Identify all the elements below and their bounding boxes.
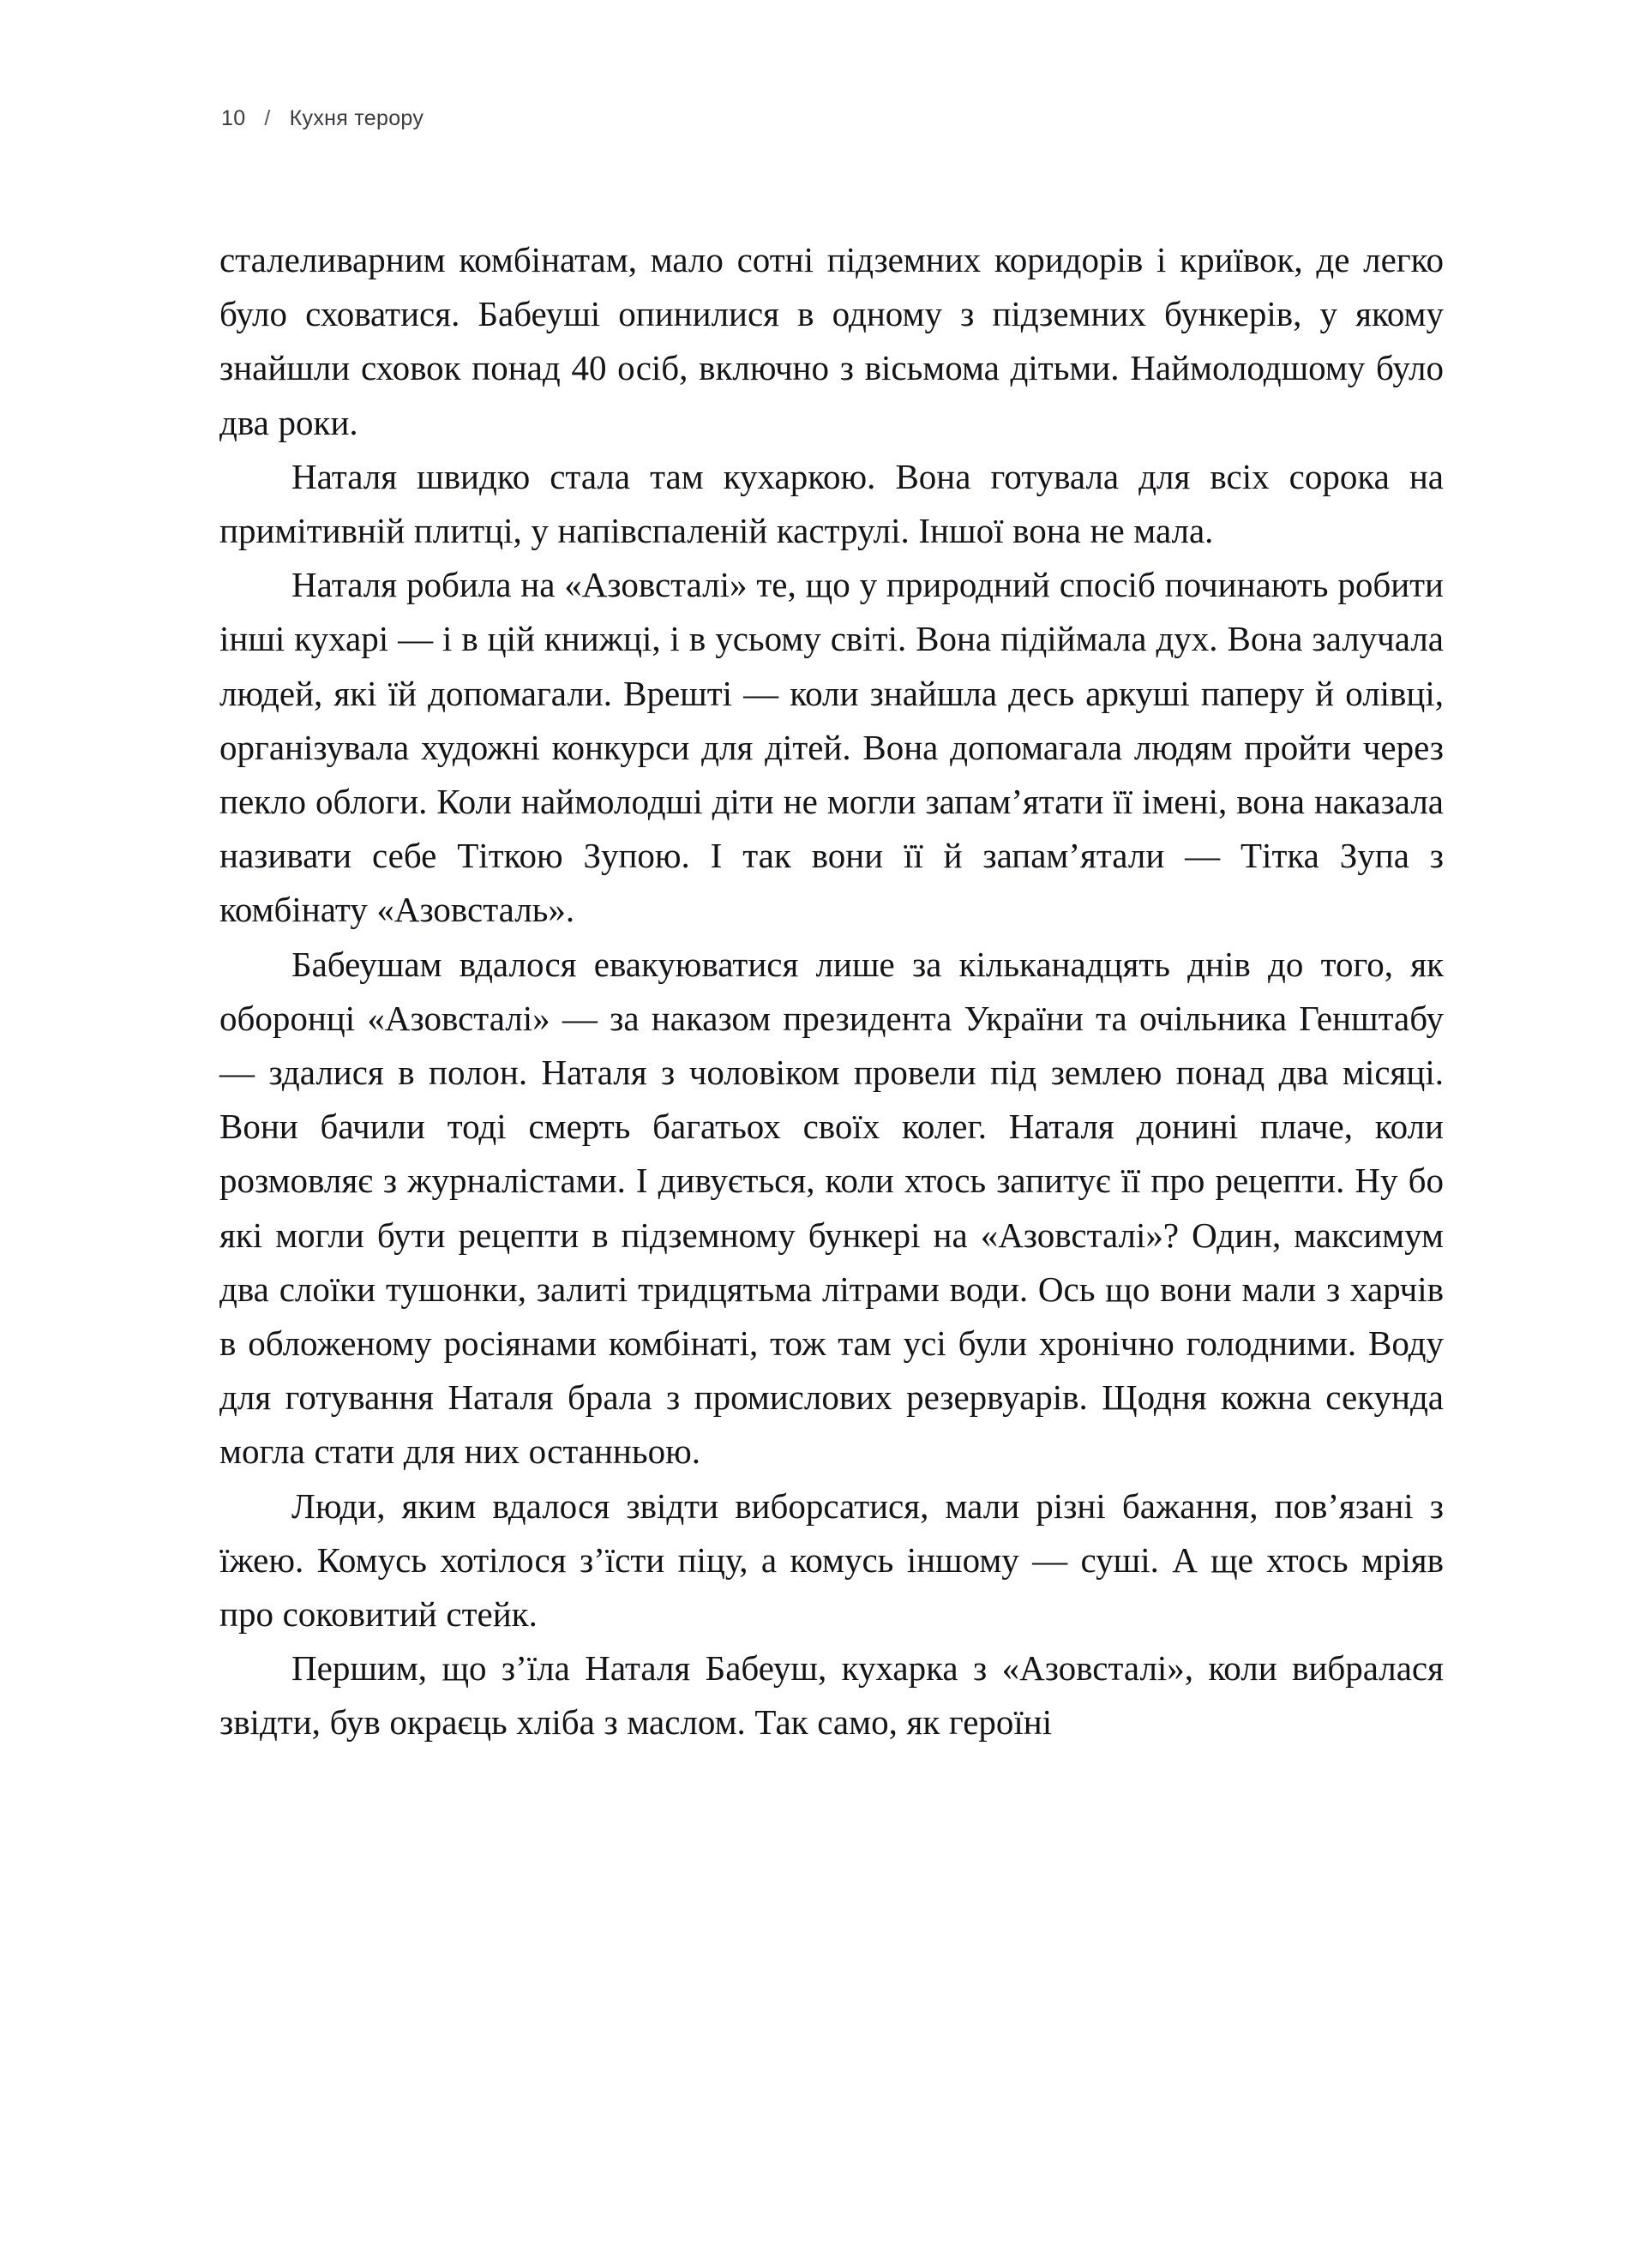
paragraph-1: сталеливарним комбінатам, мало сотні підземних коридорів і криївок, де легко було сховатися. Бабеуші опинилися в одному з підземних бункерів, у якому знайшли сховок понад 40 осіб, включно з вісьмома дітьми. Наймолодшому було два роки.	[219, 240, 1444, 442]
body-text-block	[219, 233, 1444, 1750]
paragraph-3: Наталя робила на «Азовсталі» те, що у природний спосіб починають робити інші кухарі — і в цій книжці, і в усьому світі. Вона підіймала дух. Вона залучала людей, які їй допомагали. Врешті — коли знайшла десь аркуші паперу й олівці, організувала художні конкурси для дітей. Вона допомагала людям пройти через пекло облоги. Коли наймолодші діти не могли запам’ятати її імені, вона наказала називати себе Тіткою Зупою. І так вони її й запам’ятали — Тітка Зупа з комбінату «Азовсталь».	[219, 565, 1444, 930]
book-title: Кухня терору	[289, 106, 424, 130]
paragraph-4: Бабеушам вдалося евакуюватися лише за кільканадцять днів до того, як оборонці «Азовсталі» — за наказом президента України та очільника Генштабу — здалися в полон. Наталя з чоловіком провели під землею понад два місяці. Вони бачили тоді смерть багатьох своїх колег. Наталя донині плаче, коли розмовляє з журналістами. І дивується, коли хтось запитує її про рецепти. Ну бо які могли бути рецепти в підземному бункері на «Азовсталі»? Один, максимум два слоїки тушонки, залиті тридцятьма літрами води. Ось що вони мали з харчів в обложеному росіянами комбінаті, тож там усі були хронічно голодними. Воду для готування Наталя брала з промислових резервуарів. Щодня кожна секунда могла стати для них останньою.	[219, 944, 1444, 1472]
page-number: 10	[221, 106, 246, 130]
running-head	[221, 106, 424, 131]
paragraph-6: Першим, що з’їла Наталя Бабеуш, кухарка з «Азовсталі», коли вибралася звідти, був окраєць хліба з маслом. Так само, як героїні	[219, 1648, 1444, 1743]
paragraph-5: Люди, яким вдалося звідти виборсатися, мали різні бажання, пов’язані з їжею. Комусь хотілося з’їсти піцу, а комусь іншому — суші. А ще хтось мріяв про соковитий стейк.	[219, 1485, 1444, 1635]
paragraph-2: Наталя швидко стала там кухаркою. Вона готувала для всіх сорока на примітивній плитці, у напівспаленій каструлі. Іншої вона не мала.	[219, 456, 1444, 551]
running-head-separator: /	[264, 106, 271, 130]
